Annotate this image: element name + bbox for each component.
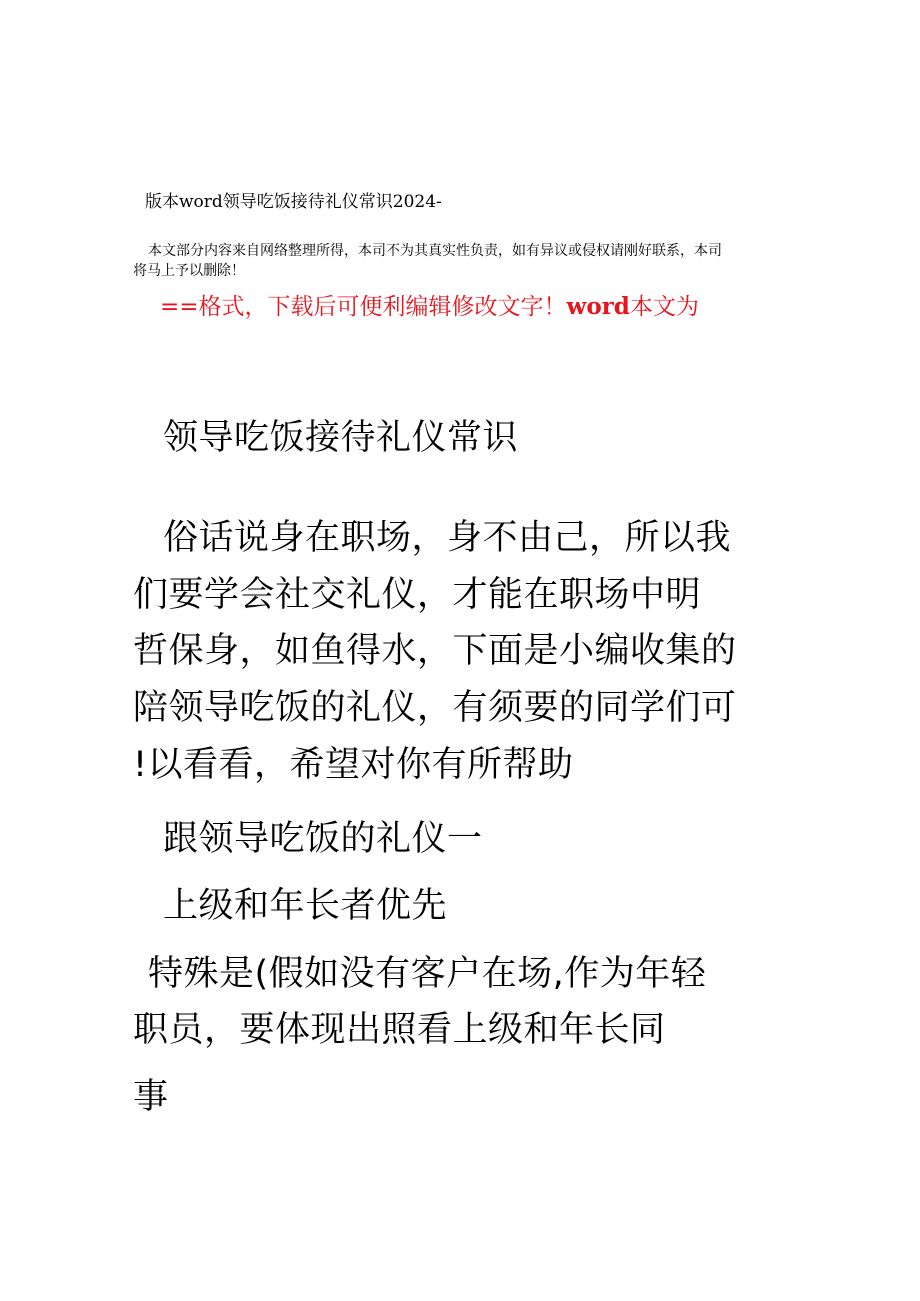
section-heading-1: 跟领导吃饭的礼仪一 bbox=[163, 819, 483, 859]
paragraph-line: 陪领导吃饭的礼仪，有须要的同学们可 bbox=[133, 688, 737, 728]
paragraph-line: 事 bbox=[133, 1077, 169, 1117]
disclaimer-line-1: 本文部分内容来自网络整理所得，本司不为其真实性负责，如有异议或侵权请刚好联系，本司 bbox=[148, 243, 722, 259]
section-heading-2: 上级和年长者优先 bbox=[163, 886, 448, 926]
red-notice-part-3: 本文为 bbox=[629, 294, 699, 320]
red-notice-part-2: word bbox=[566, 293, 630, 320]
document-top-title: 版本word领导吃饭接待礼仪常识2024- bbox=[145, 192, 442, 212]
paragraph-line: !以看看，希望对你有所帮助 bbox=[133, 745, 574, 785]
paragraph-line: 们要学会社交礼仪，才能在职场中明 bbox=[133, 575, 702, 615]
paragraph-line: 特殊是(假如没有客户在场,作为年轻 bbox=[148, 954, 707, 994]
paragraph-line: 职员，要体现出照看上级和年长同 bbox=[133, 1010, 666, 1050]
document-title: 领导吃饭接待礼仪常识 bbox=[163, 418, 519, 458]
paragraph-line: 哲保身，如鱼得水，下面是小编收集的 bbox=[133, 631, 737, 671]
red-notice-part-1: ==格式，下载后可便利编辑修改文字！ bbox=[160, 294, 567, 320]
disclaimer-line-2: 将马上予以删除！ bbox=[133, 263, 245, 279]
paragraph-line: 俗话说身在职场，身不由己，所以我 bbox=[163, 518, 732, 558]
red-format-notice bbox=[160, 292, 699, 322]
